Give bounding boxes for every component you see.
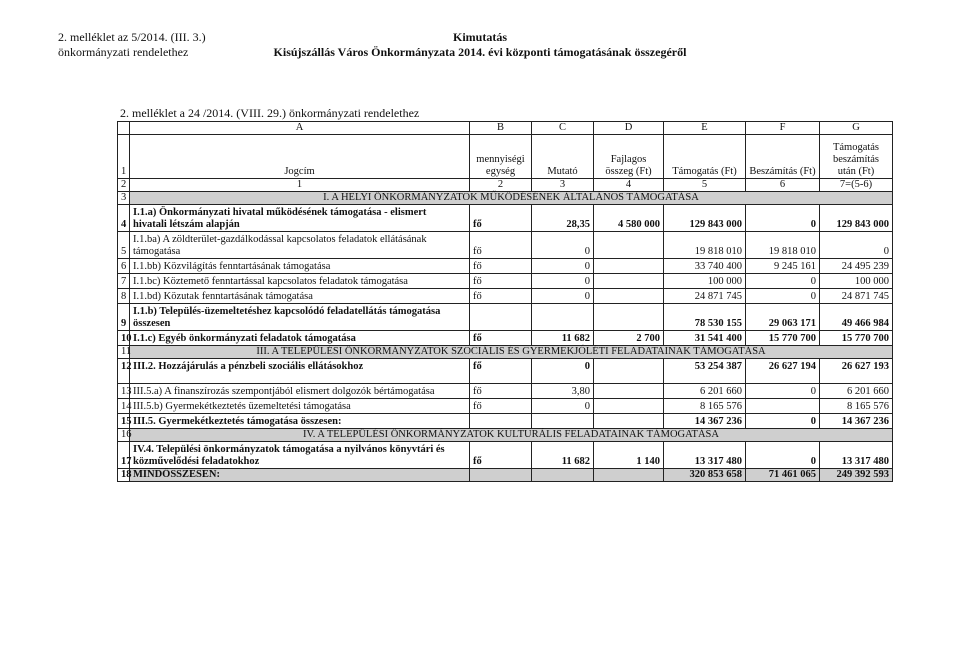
cell-indicator: 3,80 (532, 384, 594, 399)
table-row-subtotal (118, 304, 893, 331)
cell-unit (470, 304, 532, 331)
row-number: 13 (118, 384, 130, 399)
header-unit-amount: Fajlagos összeg (Ft) (594, 135, 664, 179)
cell-offset (746, 399, 820, 414)
cell-support-net: 14 367 236 (820, 414, 893, 429)
cell-support: 13 317 480 (664, 442, 746, 469)
row-number: 4 (118, 205, 130, 232)
row-label: I.1.bc) Köztemető fenntartással kapcsolatos feladatok támogatása (130, 274, 470, 289)
section-title: I. A HELYI ÖNKORMÁNYZATOK MŰKÖDÉSÉNEK ÁLTALÁNOS TÁMOGATÁSA (130, 192, 893, 205)
cell-offset: 0 (746, 414, 820, 429)
row-label: III.2. Hozzájárulás a pénzbeli szociális ellátásokhoz (130, 359, 470, 374)
row-number: 9 (118, 304, 130, 331)
col-letter-f: F (746, 122, 820, 135)
cell-indicator: 0 (532, 232, 594, 259)
cell-unit-amount (594, 414, 664, 429)
cell-support: 19 818 010 (664, 232, 746, 259)
row-label-line2: támogatása (133, 246, 181, 257)
cell-support: 14 367 236 (664, 414, 746, 429)
cell-offset: 0 (746, 442, 820, 469)
row-label-line1: I.1.ba) A zöldterület-gazdálkodással kapcsolatos feladatok ellátásának (133, 234, 427, 245)
cell-unit-amount: 4 580 000 (594, 205, 664, 232)
col-letter-e: E (664, 122, 746, 135)
col-letter-a: A (130, 122, 470, 135)
cell-unit: fő (470, 442, 532, 469)
cell-support: 31 541 400 (664, 331, 746, 346)
cell-indicator: 0 (532, 259, 594, 274)
cell-support-net: 129 843 000 (820, 205, 893, 232)
table-row (118, 331, 893, 346)
col-letter-b: B (470, 122, 532, 135)
annex-label: 2. melléklet a 24 /2014. (VIII. 29.) önkormányzati rendelethez (120, 106, 420, 120)
row-label-line1: I.1.b) Település-üzemeltetéshez kapcsolódó feladatellátás támogatása (133, 306, 441, 317)
section-row-cultural (118, 429, 893, 442)
table-row (118, 289, 893, 304)
table-row (118, 359, 893, 374)
cell-unit: fő (470, 205, 532, 232)
table-row-subtotal (118, 414, 893, 429)
column-letter-row (118, 122, 893, 135)
cell-unit (470, 414, 532, 429)
index-cell: 1 (130, 179, 470, 192)
cell-support-net: 26 627 193 (820, 359, 893, 374)
cell-unit-amount (594, 289, 664, 304)
cell-unit-amount (594, 359, 664, 374)
annex-reference-line1: 2. melléklet az 5/2014. (III. 3.) (58, 30, 206, 44)
cell-support-net: 49 466 984 (820, 304, 893, 331)
cell-offset: 15 770 700 (746, 331, 820, 346)
cell-offset: 0 (746, 274, 820, 289)
cell-offset: 71 461 065 (746, 469, 820, 482)
cell-indicator (532, 414, 594, 429)
header-offset: Beszámítás (Ft) (746, 135, 820, 179)
row-label-line2: hivatali létszám alapján (133, 219, 240, 230)
row-label-line2: összesen (133, 318, 171, 329)
header-unit: mennyiségi egység (470, 135, 532, 179)
index-cell: 6 (746, 179, 820, 192)
cell-unit: fő (470, 259, 532, 274)
row-number: 2 (118, 179, 130, 192)
table-row-spacer (118, 373, 893, 384)
row-number: 6 (118, 259, 130, 274)
document-title: Kimutatás (453, 30, 507, 44)
cell-support: 6 201 660 (664, 384, 746, 399)
cell-support: 129 843 000 (664, 205, 746, 232)
header-indicator: Mutató (532, 135, 594, 179)
header-support-net: Támogatás beszámítás után (Ft) (820, 135, 893, 179)
cell-offset: 26 627 194 (746, 359, 820, 374)
row-label: III.5.a) A finanszírozás szempontjából elismert dolgozók bértámogatása (130, 384, 470, 399)
cell-support-net: 0 (820, 232, 893, 259)
row-label (130, 304, 470, 331)
cell-offset: 29 063 171 (746, 304, 820, 331)
section-title: III. A TELEPÜLÉSI ÖNKORMÁNYZATOK SZOCIÁLIS ÉS GYERMEKJÓLÉTI FELADATAINAK TÁMOGATÁSA (130, 346, 893, 359)
cell-indicator: 0 (532, 399, 594, 414)
cell-support: 33 740 400 (664, 259, 746, 274)
table-row (118, 232, 893, 259)
cell-support-net: 24 495 239 (820, 259, 893, 274)
row-label: I.1.bd) Közutak fenntartásának támogatása (130, 289, 470, 304)
cell-support: 78 530 155 (664, 304, 746, 331)
table-row (118, 259, 893, 274)
cell-support: 320 853 658 (664, 469, 746, 482)
row-label (130, 232, 470, 259)
row-number: 14 (118, 399, 130, 414)
row-label: I.1.bb) Közvilágítás fenntartásának támogatása (130, 259, 470, 274)
document-header (270, 30, 690, 60)
table-row (118, 384, 893, 399)
cell-unit-amount (594, 274, 664, 289)
col-letter-g: G (820, 122, 893, 135)
header-jogcim: Jogcím (130, 135, 470, 179)
row-label (130, 205, 470, 232)
document-subtitle: Kisújszállás Város Önkormányzata 2014. évi központi támogatásának összegéről (273, 45, 687, 59)
cell-unit: fő (470, 289, 532, 304)
cell-unit: fő (470, 359, 532, 374)
cell-unit-amount (594, 304, 664, 331)
index-cell: 5 (664, 179, 746, 192)
cell-indicator: 11 682 (532, 331, 594, 346)
section-row-general (118, 192, 893, 205)
cell-support: 8 165 576 (664, 399, 746, 414)
index-cell: 2 (470, 179, 532, 192)
cell-indicator: 0 (532, 274, 594, 289)
row-number: 1 (118, 135, 130, 179)
cell-unit-amount (594, 259, 664, 274)
cell-support-net: 8 165 576 (820, 399, 893, 414)
row-label-line1: I.1.a) Önkormányzati hivatal működésének támogatása - elismert (133, 207, 427, 218)
cell-unit-amount (594, 399, 664, 414)
cell-indicator (532, 304, 594, 331)
row-number: 17 (118, 442, 130, 469)
row-number: 16 (118, 429, 130, 442)
cell-unit: fő (470, 399, 532, 414)
cell-offset: 9 245 161 (746, 259, 820, 274)
cell-unit: fő (470, 232, 532, 259)
row-number: 15 (118, 414, 130, 429)
table-row-total (118, 469, 893, 482)
section-title: IV. A TELEPÜLÉSI ÖNKORMÁNYZATOK KULTURÁLIS FELADATAINAK TÁMOGATÁSA (130, 429, 893, 442)
row-label (130, 442, 470, 469)
section-row-social (118, 346, 893, 359)
index-cell: 3 (532, 179, 594, 192)
row-number: 8 (118, 289, 130, 304)
cell-support-net: 6 201 660 (820, 384, 893, 399)
cell-indicator: 0 (532, 289, 594, 304)
table-row (118, 205, 893, 232)
table-row (118, 442, 893, 469)
header-support: Támogatás (Ft) (664, 135, 746, 179)
row-label-line2: közművelődési feladatokhoz (133, 456, 260, 467)
row-number: 10 (118, 331, 130, 346)
row-label: I.1.c) Egyéb önkormányzati feladatok támogatása (130, 331, 470, 346)
annex-reference-line2: önkormányzati rendelethez (58, 45, 189, 59)
row-number: 7 (118, 274, 130, 289)
cell-indicator: 0 (532, 359, 594, 374)
cell-support-net: 24 871 745 (820, 289, 893, 304)
cell-support: 24 871 745 (664, 289, 746, 304)
cell-unit-amount (594, 232, 664, 259)
row-number: 11 (118, 346, 130, 359)
cell-support: 53 254 387 (664, 359, 746, 374)
col-letter-d: D (594, 122, 664, 135)
annex-reference (58, 30, 206, 60)
cell-offset: 0 (746, 384, 820, 399)
cell-offset: 0 (746, 205, 820, 232)
col-letter-c: C (532, 122, 594, 135)
table-row (118, 274, 893, 289)
row-label: III.5.b) Gyermekétkeztetés üzemeltetési támogatása (130, 399, 470, 414)
row-number: 5 (118, 232, 130, 259)
table-row (118, 399, 893, 414)
cell-offset: 19 818 010 (746, 232, 820, 259)
row-label: III.5. Gyermekétkeztetés támogatása összesen: (130, 414, 470, 429)
index-cell: 4 (594, 179, 664, 192)
cell-support-net: 249 392 593 (820, 469, 893, 482)
cell-support-net: 100 000 (820, 274, 893, 289)
index-row (118, 179, 893, 192)
cell-unit-amount (594, 384, 664, 399)
row-number: 18 (118, 469, 130, 482)
header-row (118, 135, 893, 179)
cell-offset: 0 (746, 289, 820, 304)
cell-unit: fő (470, 384, 532, 399)
cell-support-net: 13 317 480 (820, 442, 893, 469)
cell-unit: fő (470, 274, 532, 289)
cell-indicator: 28,35 (532, 205, 594, 232)
cell-support-net: 15 770 700 (820, 331, 893, 346)
cell-indicator: 11 682 (532, 442, 594, 469)
cell-unit-amount: 2 700 (594, 331, 664, 346)
row-label: MINDÖSSZESEN: (130, 469, 470, 482)
support-table (117, 121, 893, 482)
cell-unit-amount: 1 140 (594, 442, 664, 469)
row-label-line1: IV.4. Települési önkormányzatok támogatása a nyilvános könyvtári és (133, 444, 445, 455)
cell-support: 100 000 (664, 274, 746, 289)
row-number: 12 (118, 359, 130, 374)
index-cell: 7=(5-6) (820, 179, 893, 192)
cell-unit: fő (470, 331, 532, 346)
row-number: 3 (118, 192, 130, 205)
